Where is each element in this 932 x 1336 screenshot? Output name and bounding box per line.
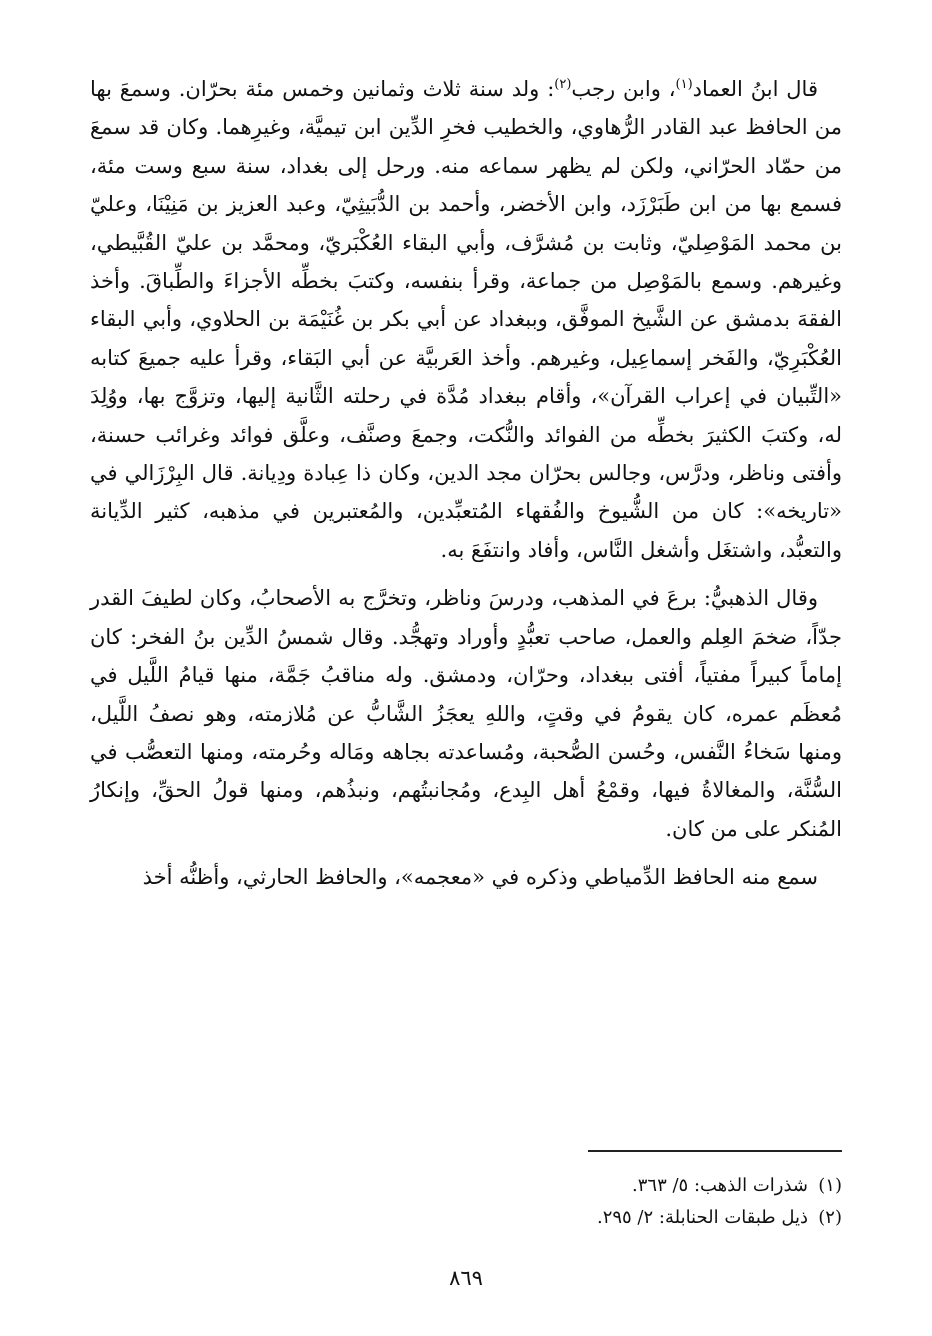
footnote-item bbox=[90, 1170, 842, 1202]
footnote-number: (١) bbox=[818, 1175, 842, 1196]
paragraph-dhahabi: وقال الذهبيُّ: برعَ في المذهب، ودرسَ وناظر، وتخرَّج به الأصحابُ، وكان لطيفَ القدر جدّاً، ضخمَ العِلم والعمل، صاحب تعبُّدٍ وأوراد وتهجُّد. وقال شمسُ الدِّين بنُ الفخر: كان إماماً كبيراً مفتياً، أفتى ببغداد، وحرّان، ودمشق. وله مناقبُ جَمَّة، منها قيامُ اللَّيل في مُعظَم عمره، كان يقومُ في وقتٍ، واللهِ يعجَزُ الشَّابُّ عن مُلازمته، وهو نصفُ اللَّيل، ومنها سَخاءُ النَّفس، وحُسن الصُّحبة، ومُساعدته بجاهه ومَاله وحُرمته، ومنها التعصُّب في السُّنَّة، والمغالاةُ فيها، وقمْعُ أهل البِدع، ومُجانبتُهم، ونبذُهم، ومنها قولُ الحقِّ، وإنكارُ المُنكر على من كان. bbox=[90, 586, 843, 841]
paragraph-students: سمع منه الحافظ الدِّمياطي وذكره في «معجمه»، والحافظ الحارثي، وأظنُّه أخذ bbox=[142, 865, 818, 890]
paragraph-rest: : ولد سنة ثلاث وثمانين وخمس مئة بحرّان. وسمعَ بها من الحافظ عبد القادر الرُّهاوي، والخطيب فخرِ الدِّين ابن تيميَّة، وغيرِهما. وكان قد سمعَ من حمّاد الحرّاني، ولكن لم يظهر سماعه منه. ورحل إلى بغداد، سنة سبع وست مئة، فسمع بها من ابن طَبَرْزَد، وابن الأخضر، وأحمد بن الدُّبَيثِيّ، وعبد العزيز بن مَنِيْنَا، وعليّ بن محمد المَوْصِليّ، وثابت بن مُشرَّف، وأبي البقاء العُكْبَريّ، ومحمَّد بن عليّ القُبَّيطي، وغيرهم. وسمع بالمَوْصِل من جماعة، وقرأ بنفسه، وكتبَ بخطِّه الأجزاءَ والطِّباقَ. وأخذ الفقهَ بدمشق عن الشَّيخ الموفَّق، وببغداد عن أبي بكر بن غُنَيْمَة بن الحلاوي، وأبي البقاء العُكْبَرِيّ، والفَخر إسماعِيل، وغيرهم. وأخذ العَربيَّة عن أبي البَقاء، وقرأ عليه جميعَ كتابه «التِّبيان في إعراب القرآن»، وأقام ببغداد مُدَّة في رحلته الثَّانية إليها، وتزوَّج بها، ووُلِدَ له، وكتبَ الكثيرَ بخطِّه من الفوائد والنُّكت، وجمعَ وصنَّف، وعلَّق فوائد وغرائب حسنة، وأفتى وناظر، ودرَّس، وجالس بحرّان مجد الدين، وكان ذا عِبادة ودِيانة. قال البِرْزَالي في «تاريخه»: كان من الشُّيوخ والفُقهاء المُتعبِّدين، والمُعتبرين في مذهبه، كثير الدِّيانة والتعبُّد، واشتغَل وأشغل النَّاس، وأفاد وانتفَعَ به. bbox=[90, 77, 842, 562]
paragraph-biography bbox=[90, 70, 842, 569]
footnote-ref-2: (٢) bbox=[554, 77, 572, 92]
footnote-text: شذرات الذهب: ٥/ ٣٦٣. bbox=[632, 1175, 808, 1196]
footnote-text: ذيل طبقات الحنابلة: ٢/ ٢٩٥. bbox=[596, 1207, 808, 1228]
footnote-item bbox=[90, 1202, 842, 1234]
footnote-separator bbox=[588, 1150, 842, 1152]
footnote-number: (٢) bbox=[818, 1207, 842, 1228]
paragraph-opening: قال ابنُ العماد bbox=[692, 77, 818, 101]
footnotes bbox=[90, 1170, 842, 1234]
page-number: ٨٦٩ bbox=[449, 1266, 483, 1290]
footnote-ref-1: (١) bbox=[675, 77, 693, 92]
paragraph-mid: ، وابن رجب bbox=[571, 77, 676, 101]
main-text bbox=[90, 70, 842, 897]
